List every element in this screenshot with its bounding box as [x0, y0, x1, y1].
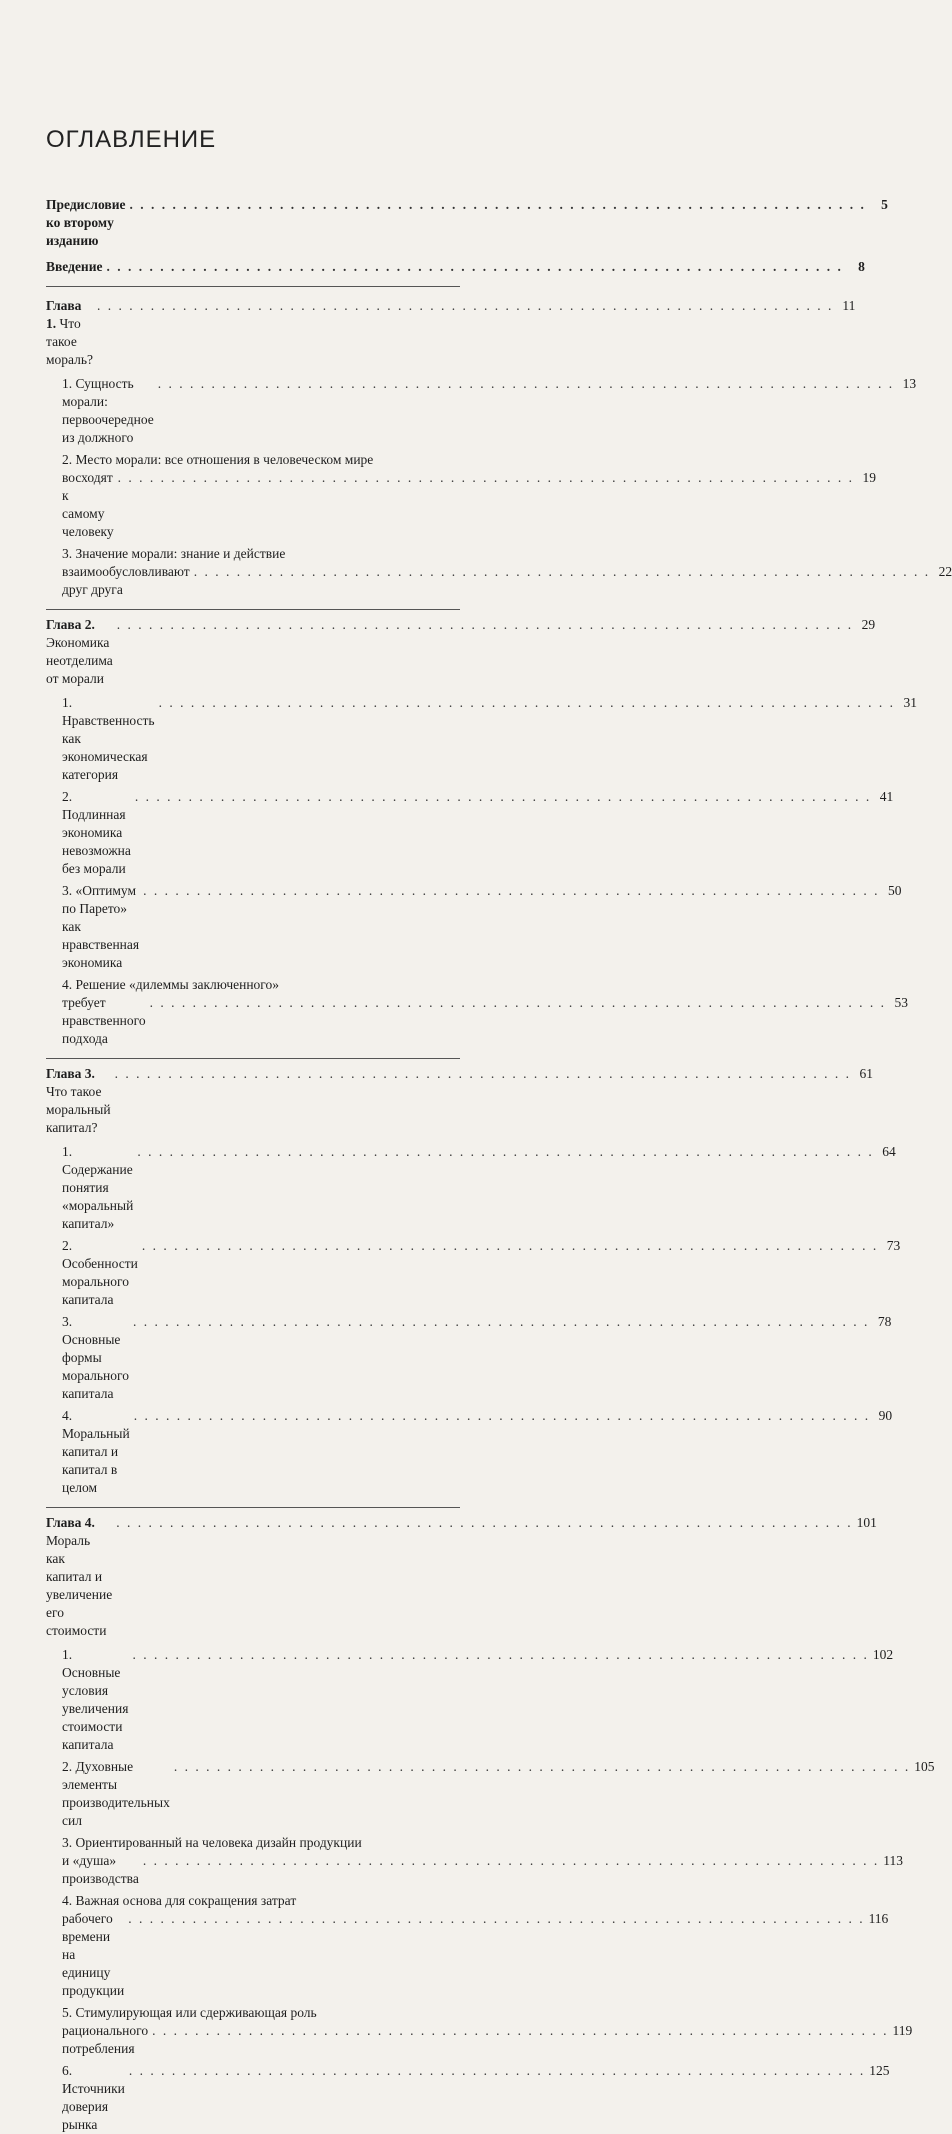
toc-item[interactable] [46, 1143, 896, 1233]
toc-entry-label: 4. Моральный капитал и капитал в целом [62, 1408, 130, 1495]
toc-entry-label: взаимообусловливают друг друга [62, 564, 190, 597]
toc-entry-label: 2. Духовные элементы производительных сил [62, 1759, 170, 1828]
toc-entry-label: рабочего времени на единицу продукции [62, 1911, 125, 1998]
page-number: 113 [883, 1853, 903, 1868]
page-number: 11 [842, 298, 856, 313]
page-number: 53 [894, 995, 908, 1010]
toc-chapter-1[interactable] [46, 297, 856, 369]
page-number: 101 [856, 1515, 877, 1530]
page-number: 19 [862, 470, 877, 485]
chapter-title: Мораль как капитал и увеличение его стоимости [46, 1533, 113, 1638]
toc-chapter-4[interactable] [46, 1514, 877, 1640]
toc-intro[interactable] [46, 258, 865, 276]
toc-entry-label: рационального потребления [62, 2023, 149, 2056]
page-number: 78 [877, 1314, 892, 1329]
page-number: 125 [869, 2063, 890, 2078]
page-number: 29 [861, 617, 876, 632]
page-number: 61 [859, 1066, 873, 1081]
page-number: 90 [878, 1408, 893, 1423]
page-number: 116 [868, 1911, 889, 1926]
table-of-contents [46, 196, 952, 2134]
toc-item[interactable] [46, 1758, 935, 1830]
leader-dots [150, 994, 886, 1012]
toc-entry-label: 3. «Оптимум по Парето» как нравственная экономика [62, 883, 140, 970]
toc-entry-label: 1. Нравственность как экономическая категория [62, 695, 155, 782]
toc-entry-label: Введение [46, 259, 103, 274]
toc-item[interactable] [46, 694, 917, 784]
chapter-number: Глава 1. [46, 298, 82, 331]
leader-dots [129, 196, 865, 214]
toc-entry-label: 1. Сущность морали: первоочередное из должного [62, 376, 154, 445]
toc-entry-label-line1: 3. Значение морали: знание и действие [62, 546, 286, 561]
toc-entry-label-line1: 3. Ориентированный на человека дизайн продукции [62, 1835, 362, 1850]
toc-item[interactable] [46, 1646, 894, 1754]
page-number: 73 [886, 1238, 901, 1253]
toc-item[interactable] [46, 469, 877, 541]
toc-entry-label: Предисловие ко второму изданию [46, 197, 126, 248]
toc-chapter-3[interactable] [46, 1065, 873, 1137]
page-number: 8 [858, 259, 865, 274]
page-number: 22 [938, 564, 952, 579]
leader-dots [142, 1237, 878, 1255]
toc-chapter-2[interactable] [46, 616, 876, 688]
page-number: 119 [892, 2023, 913, 2038]
page-number: 64 [882, 1144, 896, 1159]
toc-entry-label-line1: 4. Важная основа для сокращения затрат [62, 1893, 297, 1908]
leader-dots [129, 2062, 865, 2080]
leader-dots [134, 1407, 870, 1425]
leader-dots [133, 1313, 869, 1331]
toc-item[interactable] [46, 563, 952, 599]
page-title: ОГЛАВЛЕНИЕ [46, 126, 217, 153]
toc-entry-label: 6. Источники доверия рынка [62, 2063, 125, 2132]
toc-item[interactable] [46, 994, 908, 1048]
toc-entry-label: 1. Основные условия увеличения стоимости капитала [62, 1647, 129, 1752]
leader-dots [135, 788, 871, 806]
leader-dots [159, 694, 895, 712]
page-number: 41 [879, 789, 894, 804]
leader-dots [128, 1910, 864, 1928]
toc-entry-label-line1: 2. Место морали: все отношения в человеческом мире [62, 452, 374, 467]
leader-dots [132, 1646, 868, 1664]
toc-item[interactable] [46, 882, 902, 972]
toc-entry-label: требует нравственного подхода [62, 995, 146, 1046]
toc-entry-label: 1. Содержание понятия «моральный капитал» [62, 1144, 134, 1231]
toc-entry-label: 3. Основные формы морального капитала [62, 1314, 129, 1401]
toc-item[interactable] [46, 788, 894, 878]
leader-dots [115, 1065, 851, 1083]
leader-dots [158, 375, 894, 393]
leader-dots [174, 1758, 910, 1776]
toc-item[interactable] [46, 1313, 892, 1403]
chapter-title: Экономика неотделима от морали [46, 635, 113, 686]
chapter-number: Глава 4. [46, 1515, 95, 1530]
toc-entry-label: и «душа» производства [62, 1853, 139, 1886]
bleed-through-text [240, 70, 460, 86]
leader-dots [143, 1852, 879, 1870]
toc-item[interactable] [46, 1237, 901, 1309]
toc-entry-label-line1: 4. Решение «дилеммы заключенного» [62, 977, 280, 992]
page-number: 31 [903, 695, 917, 710]
chapter-number: Глава 2. [46, 617, 95, 632]
leader-dots [106, 258, 842, 276]
chapter-title: Что такое мораль? [46, 316, 94, 367]
leader-dots [194, 563, 930, 581]
chapter-number: Глава 3. [46, 1066, 95, 1081]
toc-item[interactable] [46, 2062, 890, 2134]
toc-entry-label: 2. Особенности морального капитала [62, 1238, 138, 1307]
leader-dots [117, 616, 853, 634]
page-number: 105 [914, 1759, 935, 1774]
toc-entry-label-line1: 5. Стимулирующая или сдерживающая роль [62, 2005, 317, 2020]
page-number: 102 [872, 1647, 894, 1662]
leader-dots [116, 1514, 852, 1532]
leader-dots [152, 2022, 888, 2040]
leader-dots [143, 882, 879, 900]
toc-item[interactable] [46, 1910, 889, 2000]
leader-dots [118, 469, 854, 487]
toc-entry-label: восходят к самому человеку [62, 470, 114, 539]
toc-item[interactable] [46, 2022, 913, 2058]
page-number: 5 [881, 197, 888, 212]
chapter-title: Что такое моральный капитал? [46, 1084, 111, 1135]
leader-dots [97, 297, 833, 315]
toc-entry-label: 2. Подлинная экономика невозможна без морали [62, 789, 131, 876]
toc-item[interactable] [46, 1407, 893, 1497]
toc-item[interactable] [46, 375, 917, 447]
toc-preface[interactable] [46, 196, 888, 250]
page-number: 13 [902, 376, 917, 391]
leader-dots [137, 1143, 873, 1161]
toc-item[interactable] [46, 1852, 903, 1888]
page-number: 50 [887, 883, 902, 898]
